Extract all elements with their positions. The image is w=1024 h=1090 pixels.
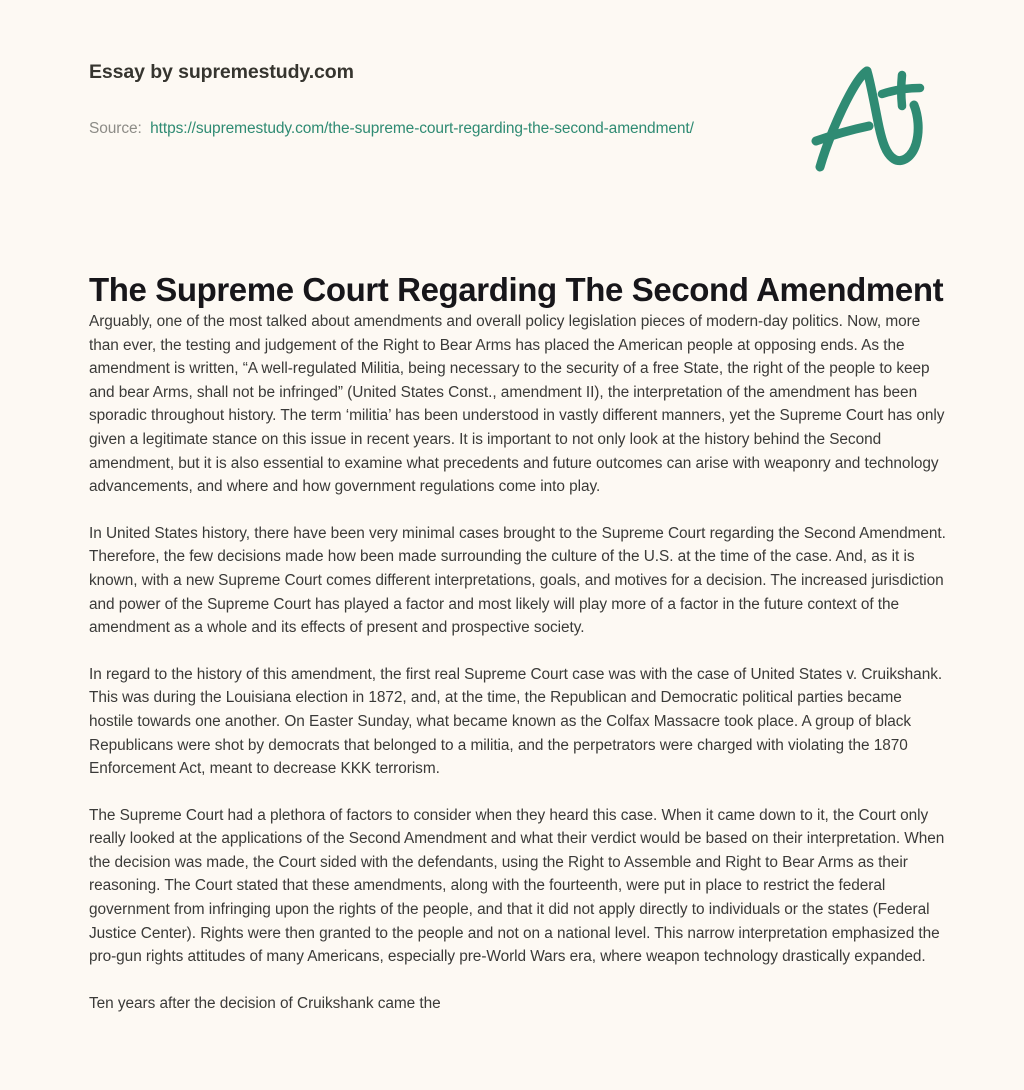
- page-title: The Supreme Court Regarding The Second Amendment: [89, 271, 944, 309]
- aplus-logo-icon: [806, 58, 936, 176]
- article-body: [89, 310, 947, 1015]
- paragraph: Ten years after the decision of Cruikshank came the: [89, 994, 441, 1012]
- source-label: Source:: [89, 120, 142, 137]
- paragraph: Arguably, one of the most talked about amendments and overall policy legislation pieces of modern-day politics. Now, more than ever, the testing and judgement of the Right to Bear Arms has placed the American people at opposing ends. As the amendment is written, “A well-regulated Militia, being necessary to the security of a free State, the right of the people to keep and bear Arms, shall not be infringed” (United States Const., amendment II), the interpretation of the amendment has been sporadic throughout history. The term ‘militia’ has been understood in vastly different manners, yet the Supreme Court has only given a legitimate stance on this issue in recent years. It is important to not only look at the history behind the Second amendment, but it is also essential to examine what precedents and future outcomes can arise with weaponry and technology advancements, and where and how government regulations come into play.: [89, 313, 945, 496]
- paragraph: In United States history, there have been very minimal cases brought to the Supreme Court regarding the Second Amendment. Therefore, the few decisions made how been made surrounding the culture of the U.S. at the time of the case. And, as it is known, with a new Supreme Court comes different interpretations, goals, and motives for a decision. The increased jurisdiction and power of the Supreme Court has played a factor and most likely will play more of a factor in the future context of the amendment as a whole and its effects of present and prospective society.: [89, 524, 946, 637]
- paragraph: In regard to the history of this amendment, the first real Supreme Court case was with the case of United States v. Cruikshank. This was during the Louisiana election in 1872, and, at the time, the Republican and Democratic political parties became hostile towards one another. On Easter Sunday, what became known as the Colfax Massacre took place. A group of black Republicans were shot by democrats that belonged to a militia, and the perpetrators were charged with violating the 1870 Enforcement Act, meant to decrease KKK terrorism.: [89, 665, 943, 778]
- source-line: [89, 120, 694, 138]
- source-url-link[interactable]: https://supremestudy.com/the-supreme-court-regarding-the-second-amendment/: [150, 120, 694, 137]
- page-header: [0, 0, 1024, 200]
- paragraph: The Supreme Court had a plethora of factors to consider when they heard this case. When it came down to it, the Court only really looked at the applications of the Second Amendment and what their verdict would be based on their interpretation. When the decision was made, the Court sided with the defendants, using the Right to Assemble and Right to Bear Arms as their reasoning. The Court stated that these amendments, along with the fourteenth, were put in place to restrict the federal government from infringing upon the rights of the people, and that it did not apply directly to individuals or the states (Federal Justice Center). Rights were then granted to the people and not on a national level. This narrow interpretation emphasized the pro-gun rights attitudes of many Americans, especially pre-World Wars era, where weapon technology drastically expanded.: [89, 806, 945, 966]
- byline: Essay by supremestudy.com: [89, 61, 354, 83]
